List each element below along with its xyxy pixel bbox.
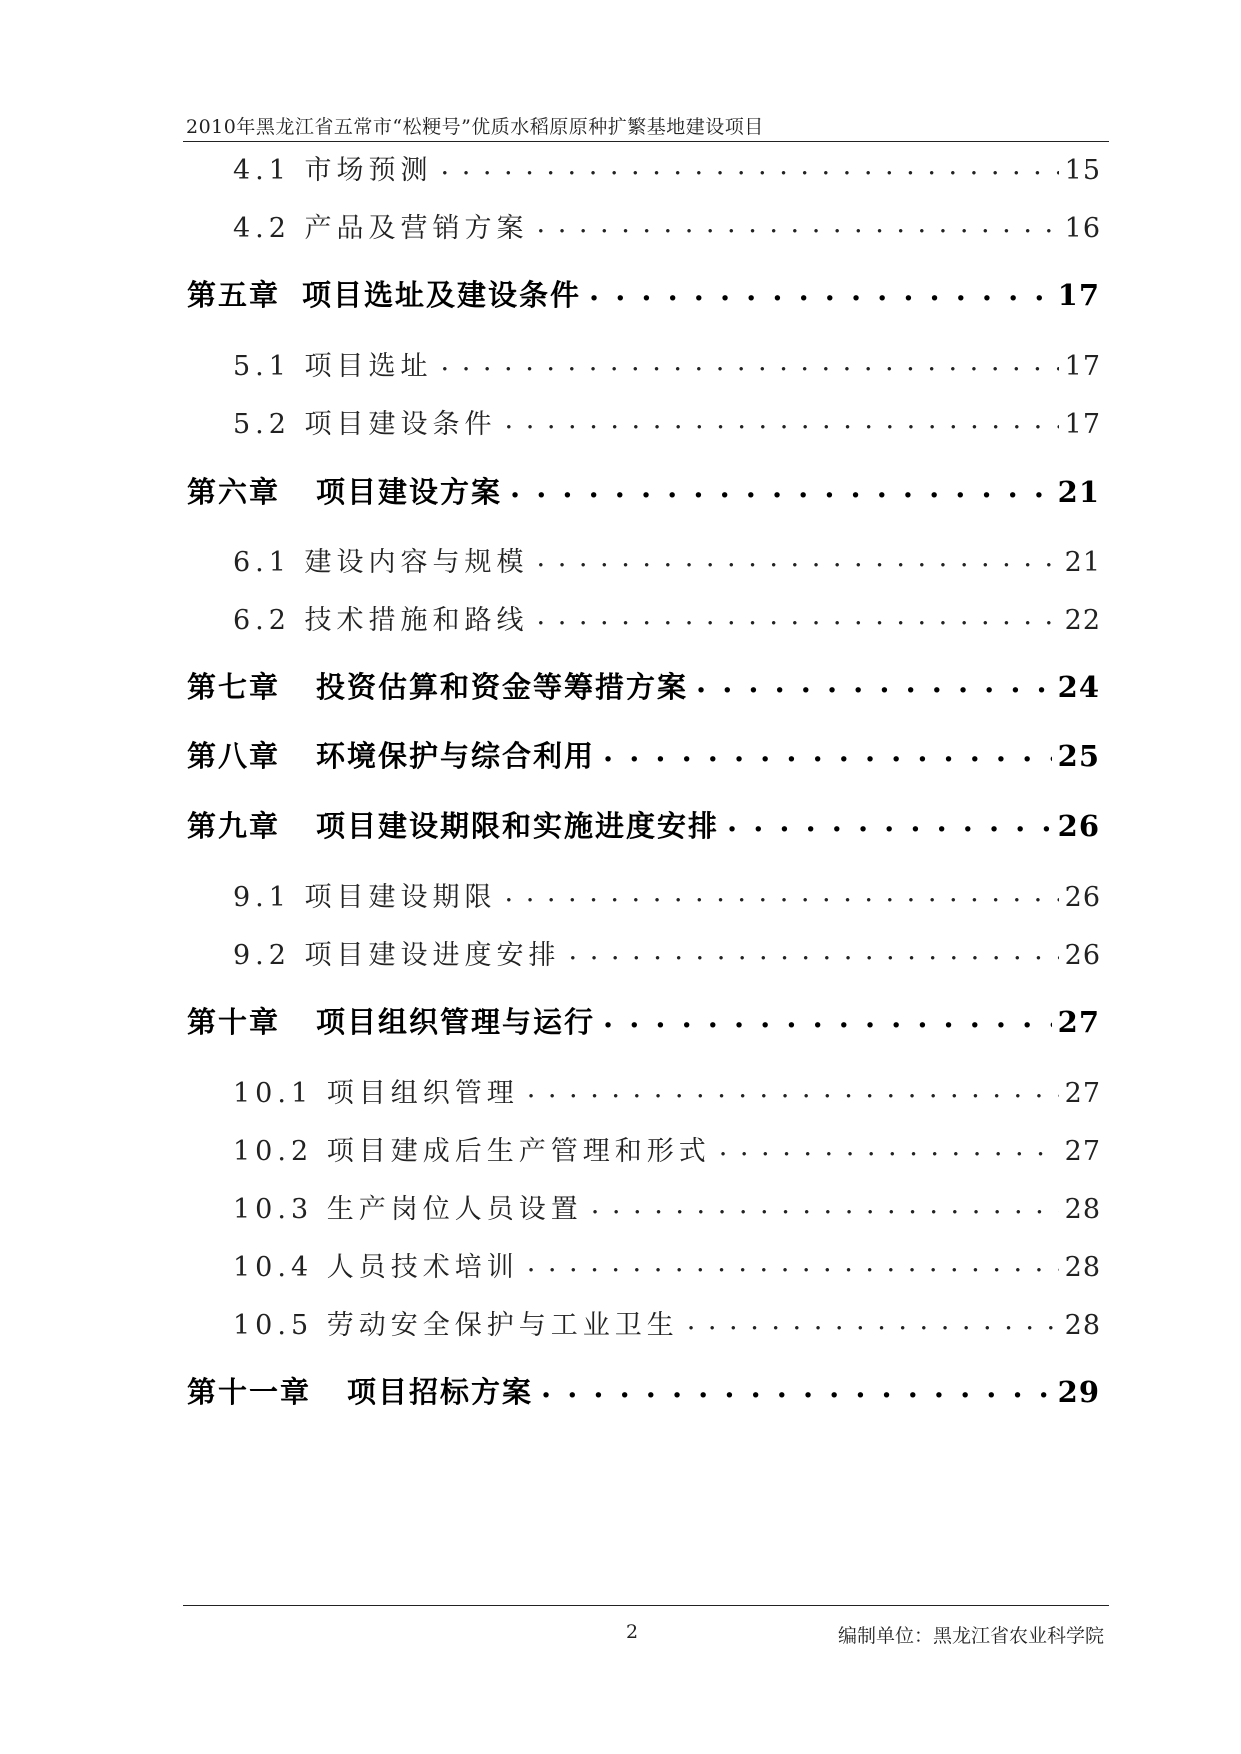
dot-leader: [441, 152, 1059, 179]
dot-leader: [569, 937, 1059, 964]
running-header: 2010年黑龙江省五常市“松粳号”优质水稻原原种扩繁基地建设项目: [186, 116, 764, 138]
toc-entry-number: 10.3: [233, 1194, 314, 1225]
toc-entry-title: 市场预测: [304, 155, 433, 186]
dot-leader: [719, 1133, 1059, 1160]
toc-entry-page: 22: [1064, 605, 1101, 636]
toc-entry-title: 项目建设期限: [304, 882, 497, 913]
toc-entry-page: 15: [1064, 155, 1101, 186]
toc-entry-number: 9.2: [233, 940, 291, 971]
toc-entry-chapter[interactable]: [187, 665, 1100, 706]
toc-entry-page: 27: [1064, 1078, 1101, 1109]
toc-entry-title: 项目选址: [304, 351, 433, 382]
dot-leader: [510, 473, 1052, 502]
header-divider: [183, 141, 1109, 142]
toc-entry-title: 项目组织管理与运行: [316, 1005, 596, 1039]
toc-entry-title: 产品及营销方案: [304, 213, 529, 244]
toc-entry-page: 28: [1064, 1194, 1101, 1225]
toc-entry-title: 项目建成后生产管理和形式: [326, 1136, 711, 1167]
toc-entry-chapter[interactable]: [187, 1370, 1100, 1411]
footer-divider: [183, 1605, 1109, 1606]
toc-entry-section[interactable]: [233, 933, 1101, 972]
toc-entry-section[interactable]: [233, 1071, 1101, 1110]
toc-entry-number: 9.1: [233, 882, 291, 913]
toc-entry-number: 10.4: [233, 1252, 314, 1283]
toc-entry-number: 第七章: [187, 670, 281, 704]
toc-entry-title: 建设内容与规模: [304, 547, 529, 578]
compiler-credit: 编制单位：黑龙江省农业科学院: [838, 1625, 1105, 1647]
toc-entry-title: 项目建设方案: [316, 475, 503, 509]
toc-entry-section[interactable]: [233, 1129, 1101, 1168]
toc-entry-section[interactable]: [233, 1245, 1101, 1284]
toc-entry-section[interactable]: [233, 598, 1101, 637]
toc-entry-title: 环境保护与综合利用: [316, 739, 596, 773]
toc-entry-number: 10.5: [233, 1310, 314, 1341]
toc-entry-number: 第五章: [187, 278, 281, 312]
dot-leader: [441, 348, 1059, 375]
dot-leader: [603, 1003, 1052, 1032]
toc-entry-number: 10.2: [233, 1136, 314, 1167]
toc-entry-page: 25: [1057, 739, 1100, 773]
page-number: 2: [626, 1621, 639, 1643]
toc-entry-number: 4.2: [233, 213, 291, 244]
toc-entry-page: 26: [1057, 809, 1100, 843]
toc-entry-number: 第十一章: [187, 1375, 312, 1409]
toc-entry-number: 6.2: [233, 605, 291, 636]
toc-entry-number: 第十章: [187, 1005, 281, 1039]
toc-entry-section[interactable]: [233, 540, 1101, 579]
toc-entry-section[interactable]: [233, 1303, 1101, 1342]
toc-entry-number: 6.1: [233, 547, 291, 578]
dot-leader: [527, 1075, 1059, 1102]
toc-entry-number: 第八章: [187, 739, 281, 773]
dot-leader: [505, 406, 1059, 433]
toc-entry-section[interactable]: [233, 402, 1101, 441]
dot-leader: [603, 737, 1052, 766]
toc-entry-title: 项目组织管理: [326, 1078, 519, 1109]
toc-entry-number: 5.1: [233, 351, 291, 382]
toc-entry-number: 5.2: [233, 409, 291, 440]
toc-entry-page: 26: [1064, 940, 1101, 971]
toc-entry-section[interactable]: [233, 206, 1101, 245]
toc-entry-number: 第六章: [187, 475, 281, 509]
toc-entry-page: 21: [1064, 547, 1101, 578]
toc-entry-page: 16: [1064, 213, 1101, 244]
toc-entry-page: 28: [1064, 1310, 1101, 1341]
dot-leader: [527, 1249, 1059, 1276]
toc-entry-title: 项目选址及建设条件: [302, 278, 582, 312]
toc-entry-section[interactable]: [233, 875, 1101, 914]
dot-leader: [589, 276, 1052, 305]
toc-entry-title: 项目建设条件: [304, 409, 497, 440]
toc-entry-page: 17: [1057, 278, 1100, 312]
toc-entry-title: 项目建设进度安排: [304, 940, 561, 971]
dot-leader: [696, 668, 1052, 697]
toc-entry-number: 4.1: [233, 155, 291, 186]
dot-leader: [537, 602, 1059, 629]
toc-entry-chapter[interactable]: [187, 273, 1100, 314]
dot-leader: [591, 1191, 1059, 1218]
dot-leader: [537, 544, 1059, 571]
toc-entry-page: 17: [1064, 409, 1101, 440]
toc-entry-chapter[interactable]: [187, 1000, 1100, 1041]
toc-entry-chapter[interactable]: [187, 804, 1100, 845]
dot-leader: [537, 210, 1059, 237]
toc-entry-page: 17: [1064, 351, 1101, 382]
toc-entry-title: 投资估算和资金等筹措方案: [316, 670, 689, 704]
toc-entry-page: 27: [1064, 1136, 1101, 1167]
toc-entry-page: 21: [1057, 475, 1100, 509]
toc-entry-page: 26: [1064, 882, 1101, 913]
toc-entry-title: 劳动安全保护与工业卫生: [326, 1310, 679, 1341]
toc-entry-page: 28: [1064, 1252, 1101, 1283]
toc-entry-title: 项目建设期限和实施进度安排: [316, 809, 720, 843]
dot-leader: [727, 807, 1052, 836]
dot-leader: [541, 1373, 1052, 1402]
toc-entry-title: 技术措施和路线: [304, 605, 529, 636]
toc-entry-section[interactable]: [233, 344, 1101, 383]
toc-entry-number: 10.1: [233, 1078, 314, 1109]
dot-leader: [505, 879, 1059, 906]
toc-entry-chapter[interactable]: [187, 470, 1100, 511]
toc-entry-section[interactable]: [233, 1187, 1101, 1226]
toc-entry-page: 27: [1057, 1005, 1100, 1039]
toc-entry-section[interactable]: [233, 148, 1101, 187]
toc-entry-title: 项目招标方案: [347, 1375, 534, 1409]
toc-entry-chapter[interactable]: [187, 734, 1100, 775]
toc-entry-title: 人员技术培训: [326, 1252, 519, 1283]
dot-leader: [687, 1307, 1059, 1334]
toc-entry-title: 生产岗位人员设置: [326, 1194, 583, 1225]
toc-entry-page: 29: [1057, 1375, 1100, 1409]
toc-entry-number: 第九章: [187, 809, 281, 843]
toc-entry-page: 24: [1057, 670, 1100, 704]
